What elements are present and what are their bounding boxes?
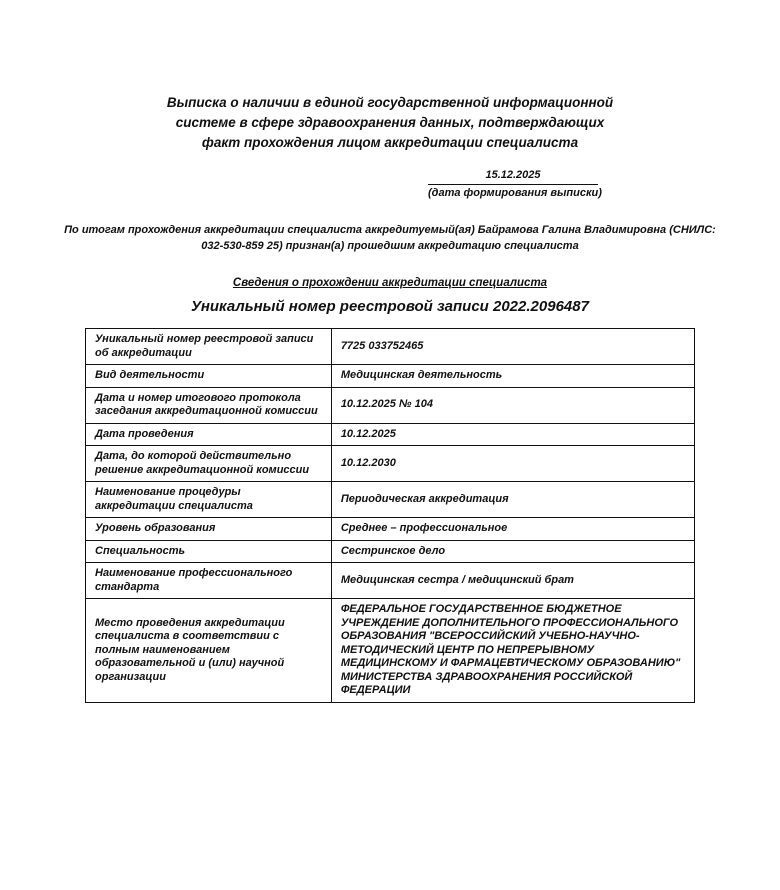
accreditation-summary-paragraph: По итогам прохождения аккредитации специалиста аккредитуемый(ая) Байрамова Галина Владимировна (СНИЛС: 032-530-859 25) признан(а) прошедшим аккредитацию специалиста <box>64 224 716 252</box>
row-label: Вид деятельности <box>86 365 332 388</box>
row-label: Дата проведения <box>86 423 332 446</box>
row-label: Наименование процедуры аккредитации специалиста <box>86 482 332 518</box>
table-row <box>86 423 695 446</box>
table-row <box>86 563 695 599</box>
document-title: Выписка о наличии в единой государственной информационной системе в сфере здравоохранения данных, подтверждающих факт прохождения лицом аккредитации специалиста <box>166 95 614 150</box>
row-label: Уровень образования <box>86 518 332 541</box>
row-value: Периодическая аккредитация <box>331 482 694 518</box>
row-value: Медицинская деятельность <box>331 365 694 388</box>
row-label: Дата и номер итогового протокола заседания аккредитационной комиссии <box>86 387 332 423</box>
row-label: Специальность <box>86 540 332 563</box>
table-row <box>86 540 695 563</box>
row-label: Уникальный номер реестровой записи об аккредитации <box>86 329 332 365</box>
row-value: 7725 033752465 <box>331 329 694 365</box>
extract-date-block <box>428 169 602 199</box>
extract-date-caption: (дата формирования выписки) <box>428 187 602 199</box>
row-label: Дата, до которой действительно решение аккредитационной комиссии <box>86 446 332 482</box>
row-value: 10.12.2025 № 104 <box>331 387 694 423</box>
row-label: Наименование профессионального стандарта <box>86 563 332 599</box>
table-row <box>86 387 695 423</box>
table-row <box>86 329 695 365</box>
row-value: 10.12.2025 <box>331 423 694 446</box>
extract-date-value: 15.12.2025 <box>428 169 598 185</box>
table-row <box>86 482 695 518</box>
row-value: Среднее – профессиональное <box>331 518 694 541</box>
accreditation-details-table <box>85 328 695 703</box>
row-value: 10.12.2030 <box>331 446 694 482</box>
table-row <box>86 446 695 482</box>
table-row <box>86 599 695 703</box>
section-heading: Сведения о прохождении аккредитации специалиста <box>232 277 548 289</box>
row-label: Место проведения аккредитации специалиста в соответствии с полным наименованием образовательной и (или) научной организации <box>86 599 332 703</box>
row-value: Сестринское дело <box>331 540 694 563</box>
row-value: Медицинская сестра / медицинский брат <box>331 563 694 599</box>
registry-number-heading: Уникальный номер реестровой записи 2022.2096487 <box>191 298 589 315</box>
table-row <box>86 365 695 388</box>
table-row <box>86 518 695 541</box>
row-value: ФЕДЕРАЛЬНОЕ ГОСУДАРСТВЕННОЕ БЮДЖЕТНОЕ УЧРЕЖДЕНИЕ ДОПОЛНИТЕЛЬНОГО ПРОФЕССИОНАЛЬНОГО ОБРАЗОВАНИЯ "ВСЕРОССИЙСКИЙ УЧЕБНО-НАУЧНО-МЕТОДИЧЕСКИЙ ЦЕНТР ПО НЕПРЕРЫВНОМУ МЕДИЦИНСКОМУ И ФАРМАЦЕВТИЧЕСКОМУ ОБРАЗОВАНИЮ" МИНИСТЕРСТВА ЗДРАВООХРАНЕНИЯ РОССИЙСКОЙ ФЕДЕРАЦИИ <box>331 599 694 703</box>
